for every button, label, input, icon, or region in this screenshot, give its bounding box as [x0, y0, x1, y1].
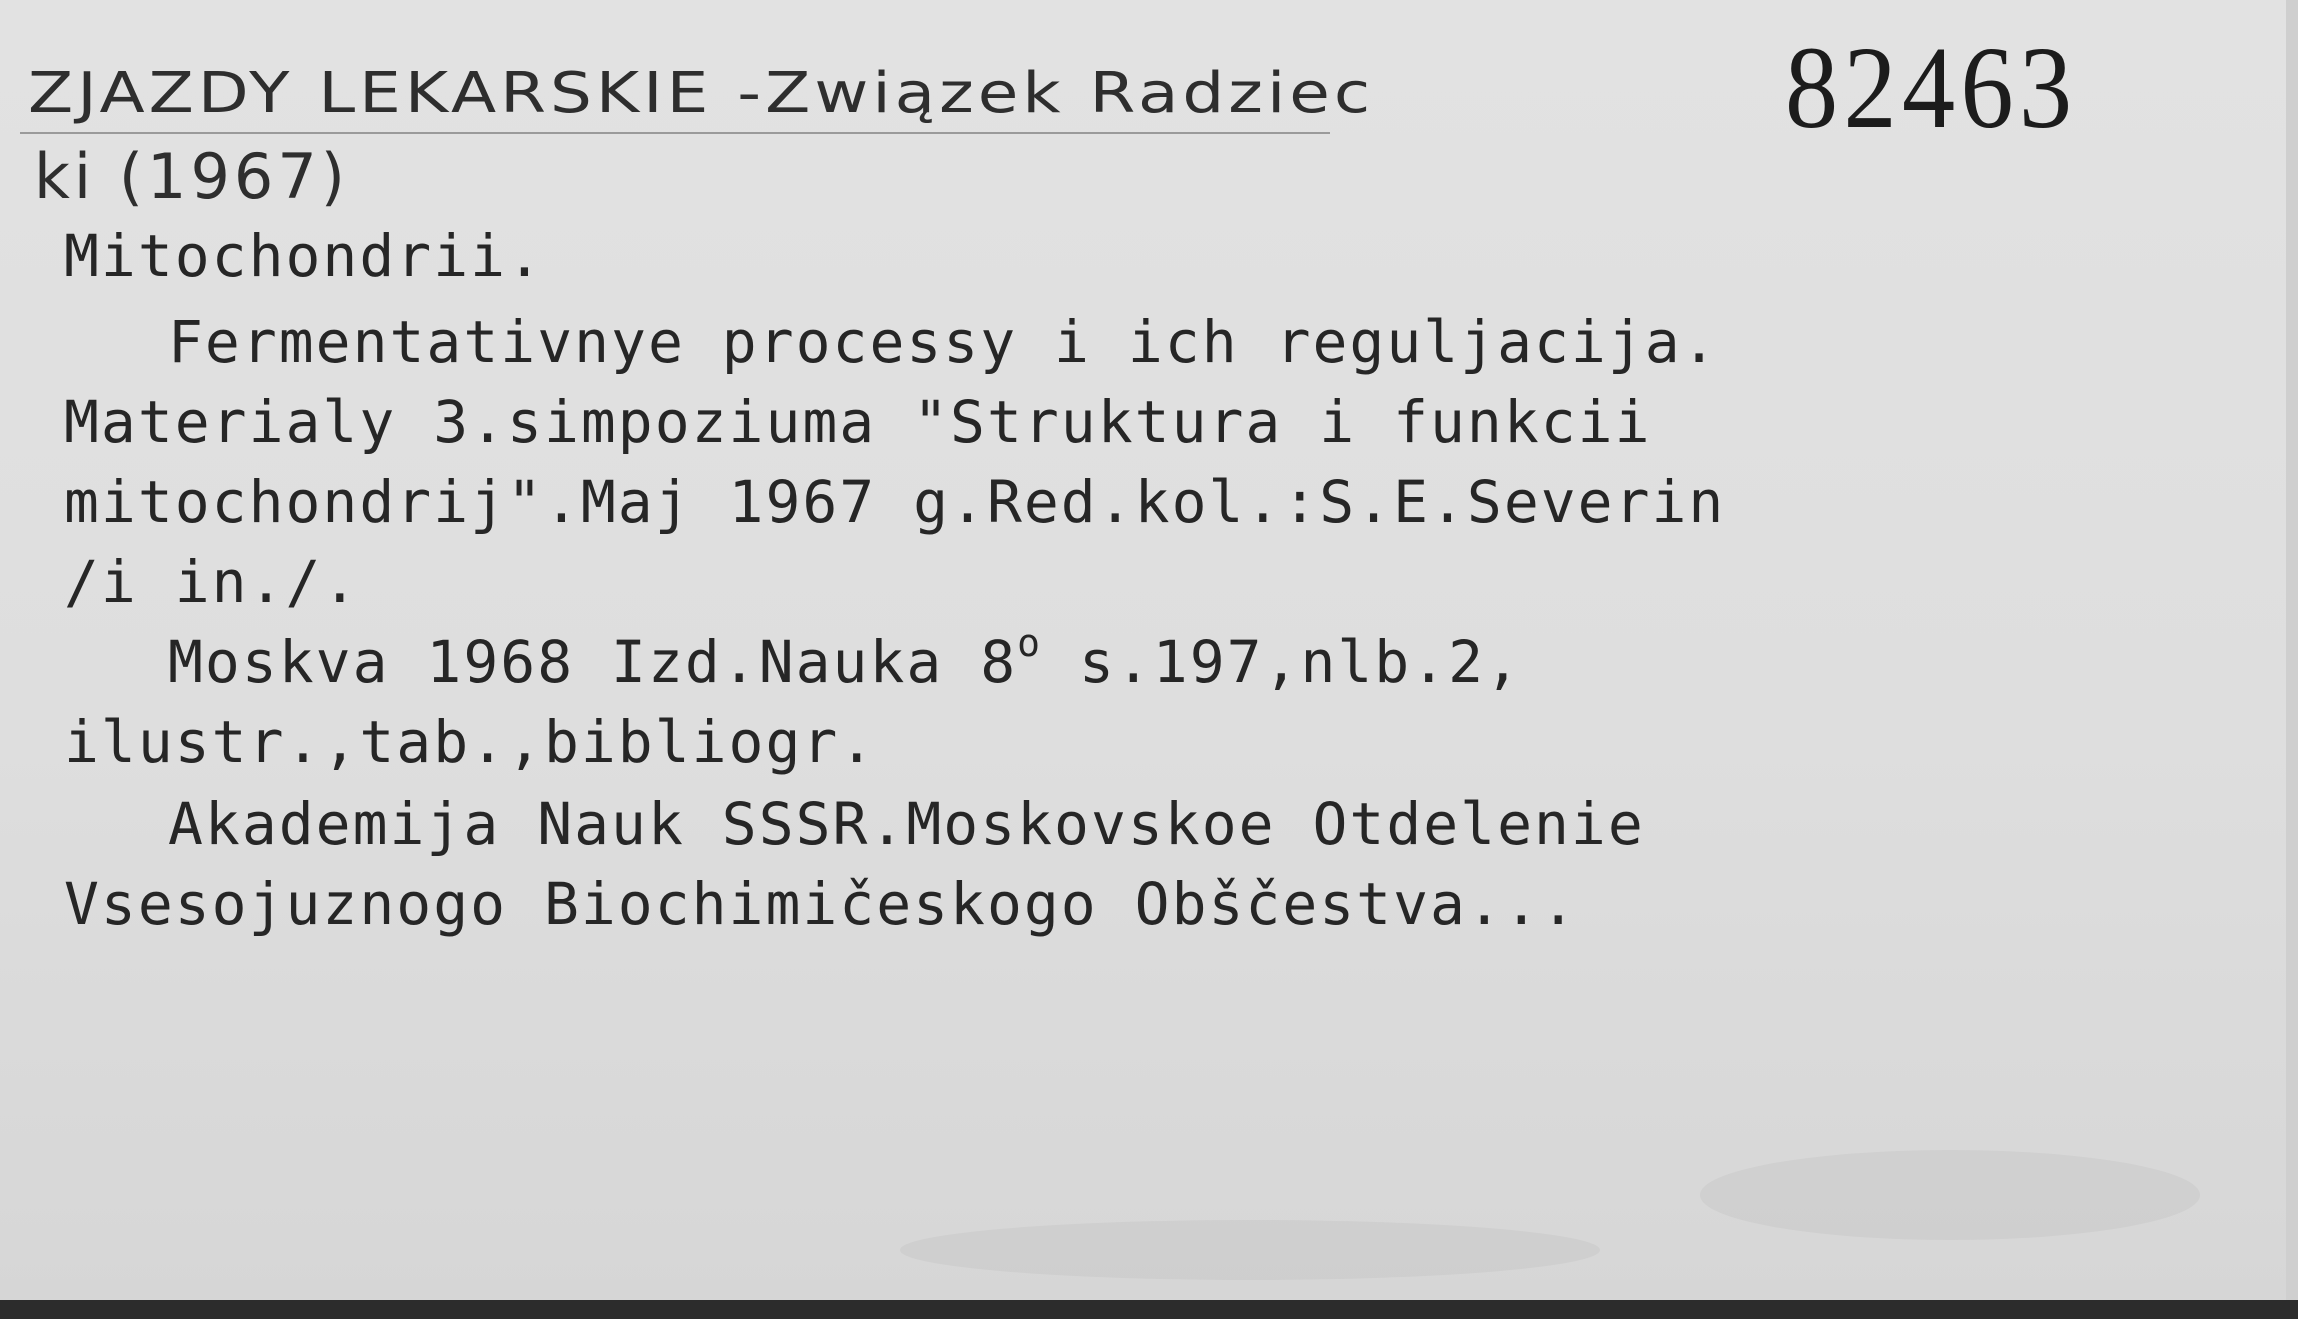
entry-editors-line: mitochondrij".Maj 1967 g.Red.kol.:S.E.Severin: [64, 468, 1726, 536]
entry-title: Mitochondrii.: [64, 222, 544, 290]
imprint-text: Moskva 1968 Izd.Nauka 8: [168, 628, 1018, 696]
call-number: 82463: [1785, 22, 2078, 153]
entry-corporate-author: Akademija Nauk SSSR.Moskovskoe Otdelenie: [168, 790, 1645, 858]
entry-imprint-line: [168, 621, 1522, 696]
entry-materials-line: Materialy 3.simpoziuma "Struktura i funkcii: [64, 388, 1652, 456]
entry-subtitle: Fermentativnye processy i ich reguljacija.: [168, 308, 1719, 376]
entry-corporate-author-cont: Vsesojuznogo Biochimičeskogo Obščestva...: [64, 870, 1578, 938]
handwritten-heading-line1: ZJAZDY LEKARSKIE -Związek Radziec: [28, 60, 1375, 126]
card-right-edge: [2286, 0, 2298, 1319]
imprint-pages: s.197,nlb.2,: [1042, 628, 1522, 696]
card-bottom-edge: [0, 1300, 2298, 1319]
card-smudge: [1700, 1150, 2200, 1240]
handwritten-heading-line2: ki (1967): [34, 140, 349, 213]
entry-editors-cont: /i in./.: [64, 548, 360, 616]
heading-rule: [20, 132, 1330, 134]
format-superscript: o: [1017, 621, 1043, 665]
entry-physical-desc: ilustr.,tab.,bibliogr.: [64, 708, 877, 776]
card-smudge: [900, 1220, 1600, 1280]
